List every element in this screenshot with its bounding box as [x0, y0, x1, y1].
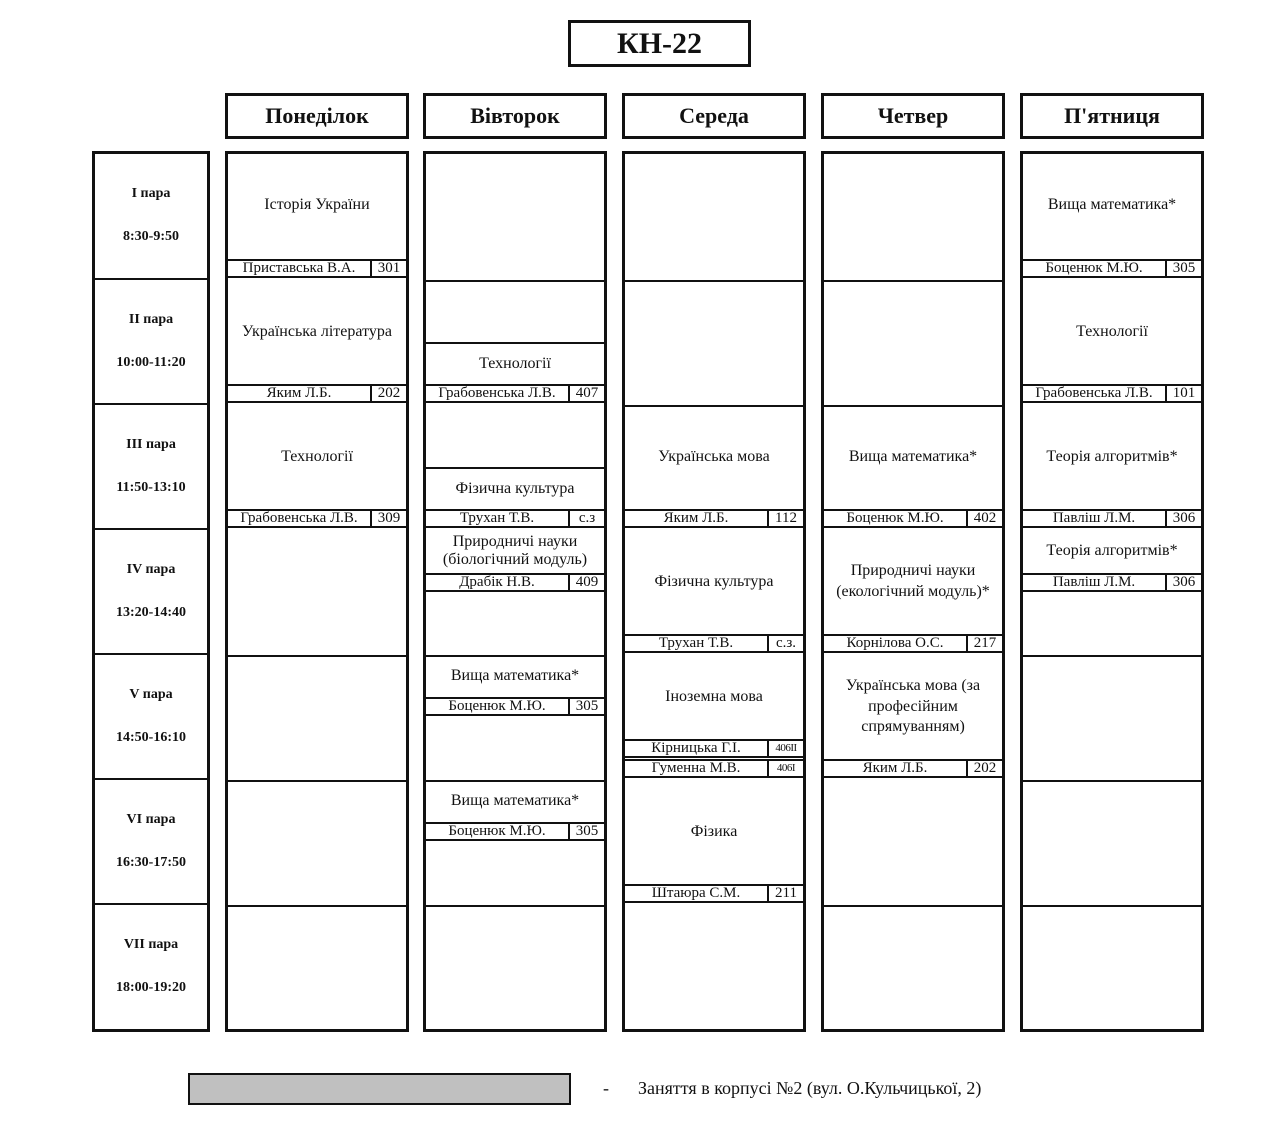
lesson-subject: Технології: [281, 447, 353, 465]
lesson-teacher-row: [228, 509, 406, 528]
teacher-name: Приставська В.А.: [242, 261, 356, 276]
lesson-subject: Природничі науки (екологічний модуль)*: [836, 562, 990, 600]
room-number: 407: [568, 386, 604, 401]
period-time: 18:00-19:20: [116, 980, 186, 995]
period-5: [95, 655, 207, 780]
room-number: 211: [767, 886, 803, 901]
lesson-subject: Українська мова: [658, 447, 770, 465]
teacher-name: Грабовенська Л.В.: [240, 511, 358, 526]
period-name: V пара: [129, 686, 173, 702]
slot-divider: [1023, 905, 1201, 907]
teacher-name: Корнілова О.С.: [846, 636, 944, 651]
slot-divider: [824, 905, 1002, 907]
lesson-teacher-row: [228, 259, 406, 278]
period-name: І пара: [131, 186, 171, 202]
period-time: 8:30-9:50: [123, 229, 179, 244]
lesson-teacher-row: [426, 697, 604, 716]
slot-divider: [625, 280, 803, 282]
day-header-monday: Понеділок: [225, 93, 409, 139]
slot-divider: [426, 905, 604, 907]
lesson-teacher-row: [228, 384, 406, 403]
period-3: [95, 405, 207, 530]
room-number: 402: [966, 511, 1002, 526]
room-number: 305: [568, 824, 604, 839]
legend-dash: -: [603, 1078, 609, 1098]
lesson-subject: Українська література: [242, 322, 392, 340]
day-header-tuesday: Вівторок: [423, 93, 607, 139]
room-number: 406І: [767, 761, 803, 776]
teacher-name: Гуменна М.В.: [651, 761, 741, 776]
teacher-name: Яким Л.Б.: [663, 511, 729, 526]
lesson-subject: Фізика: [690, 822, 738, 840]
lesson-subject: Історія України: [264, 196, 370, 214]
lesson-teacher-row: [1023, 573, 1201, 592]
column-tuesday: [423, 151, 607, 1032]
slot-divider: [1023, 655, 1201, 657]
lesson-subject: Технології: [479, 354, 551, 372]
legend-text: Заняття в корпусі №2 (вул. О.Кульчицької, 2): [638, 1078, 982, 1098]
teacher-name: Боценюк М.Ю.: [448, 699, 546, 714]
room-number: 301: [370, 261, 406, 276]
lesson-teacher-row: [824, 759, 1002, 778]
room-number: 305: [1165, 261, 1201, 276]
lesson-teacher-row: [1023, 509, 1201, 528]
period-1: [95, 154, 207, 280]
room-number: 202: [966, 761, 1002, 776]
room-number: 112: [767, 511, 803, 526]
teacher-name: Грабовенська Л.В.: [1035, 386, 1153, 401]
teacher-name: Штаюра С.М.: [651, 886, 741, 901]
slot-divider: [1023, 780, 1201, 782]
slot-divider: [228, 655, 406, 657]
lesson-subject: Вища математика*: [1047, 196, 1177, 214]
room-number: 306: [1165, 575, 1201, 590]
lesson-subject: Фізична культура: [654, 572, 774, 590]
room-number: 202: [370, 386, 406, 401]
column-monday: [225, 151, 409, 1032]
lesson-subject: Технології: [1076, 322, 1148, 340]
lesson-teacher-row: [426, 384, 604, 403]
period-name: VІ пара: [126, 811, 176, 827]
lesson-teacher-row: [426, 822, 604, 841]
teacher-name: Трухан Т.В.: [459, 511, 535, 526]
teacher-name: Яким Л.Б.: [266, 386, 332, 401]
period-name: ІІ пара: [128, 311, 174, 327]
period-7: [95, 905, 207, 1029]
day-header-thursday: Четвер: [821, 93, 1005, 139]
teacher-name: Павліш Л.М.: [1052, 575, 1136, 590]
teacher-name: Грабовенська Л.В.: [438, 386, 556, 401]
column-friday: [1020, 151, 1204, 1032]
lesson-teacher-row: [824, 634, 1002, 653]
room-number: 309: [370, 511, 406, 526]
lesson-subject: Вища математика*: [450, 791, 580, 809]
lesson-subject: Теорія алгоритмів*: [1046, 447, 1178, 465]
teacher-name: Павліш Л.М.: [1052, 511, 1136, 526]
period-name: ІІІ пара: [126, 436, 176, 452]
period-time: 16:30-17:50: [116, 854, 186, 870]
lesson-subject: Вища математика*: [450, 666, 580, 684]
lesson-teacher-row: [625, 739, 803, 758]
lesson-subject: Українська мова (за професійним спрямуванням): [845, 676, 981, 736]
period-name: VІІ пара: [123, 937, 179, 953]
room-number: 217: [966, 636, 1002, 651]
lesson-subject: Теорія алгоритмів*: [1046, 541, 1178, 559]
column-thursday: [821, 151, 1005, 1032]
lesson-subject: Іноземна мова: [665, 687, 763, 705]
room-number: 406ІІ: [767, 741, 803, 756]
slot-divider: [426, 280, 604, 282]
room-number: 305: [568, 699, 604, 714]
legend-swatch: [188, 1073, 571, 1105]
period-name: IV пара: [126, 561, 176, 577]
column-wednesday: [622, 151, 806, 1032]
period-time: 14:50-16:10: [116, 729, 186, 745]
lesson-teacher-row: [625, 509, 803, 528]
teacher-name: Боценюк М.Ю.: [448, 824, 546, 839]
room-number: 306: [1165, 511, 1201, 526]
slot-divider: [824, 280, 1002, 282]
lesson-teacher-row: [625, 884, 803, 903]
teacher-name: Боценюк М.Ю.: [1045, 261, 1143, 276]
lesson-teacher-row: [426, 573, 604, 592]
teacher-name: Боценюк М.Ю.: [846, 511, 944, 526]
teacher-name: Яким Л.Б.: [862, 761, 928, 776]
period-4: [95, 530, 207, 655]
period-time: 10:00-11:20: [116, 354, 186, 370]
room-number: с.з.: [767, 636, 803, 651]
teacher-name: Трухан Т.В.: [658, 636, 734, 651]
day-header-wednesday: Середа: [622, 93, 806, 139]
slot-divider: [228, 780, 406, 782]
slot-divider: [228, 905, 406, 907]
period-2: [95, 280, 207, 405]
day-header-friday: П'ятниця: [1020, 93, 1204, 139]
lesson-teacher-row: [1023, 259, 1201, 278]
room-number: 409: [568, 575, 604, 590]
group-title: КН-22: [568, 20, 751, 67]
lesson-subject: Вища математика*: [848, 447, 978, 465]
lesson-teacher-row: [824, 509, 1002, 528]
period-time: 11:50-13:10: [116, 479, 186, 495]
room-number: 101: [1165, 386, 1201, 401]
room-number: с.з: [568, 511, 604, 526]
teacher-name: Драбік Н.В.: [459, 575, 535, 590]
lesson-subject: Природничі науки (біологічний модуль): [442, 532, 588, 568]
lesson-subject: Фізична культура: [455, 479, 575, 497]
lesson-teacher-row: [625, 759, 803, 778]
lesson-teacher-row: [625, 634, 803, 653]
teacher-name: Кірницька Г.І.: [651, 741, 741, 756]
periods-column: [92, 151, 210, 1032]
lesson-teacher-row: [1023, 384, 1201, 403]
lesson-teacher-row: [426, 509, 604, 528]
period-time: 13:20-14:40: [116, 604, 186, 620]
period-6: [95, 780, 207, 905]
